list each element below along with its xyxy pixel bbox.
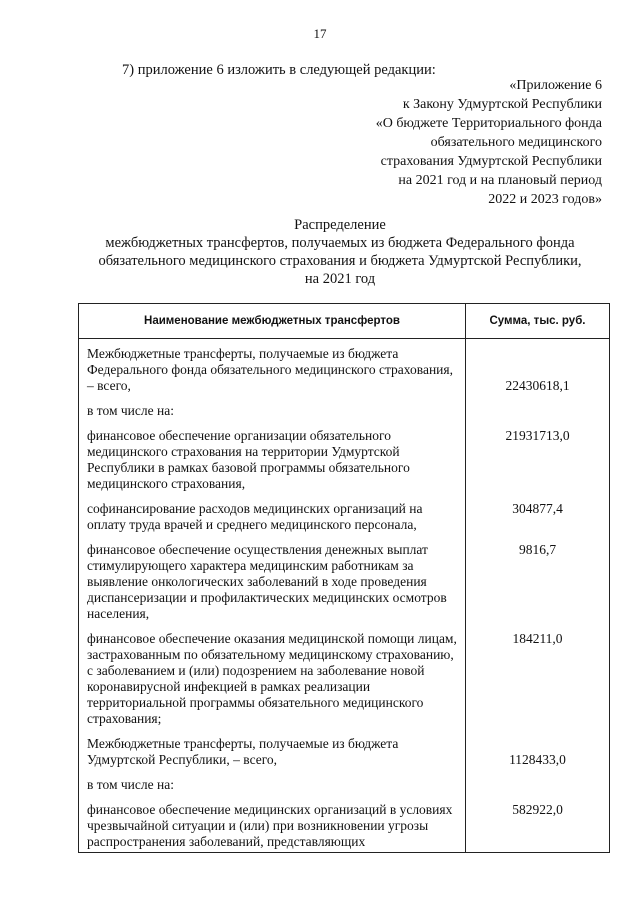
row-amount: 582922,0	[466, 799, 610, 853]
appendix-reference	[376, 76, 602, 209]
table-row	[79, 774, 610, 799]
row-amount: 184211,0	[466, 628, 610, 733]
table-header-row	[79, 304, 610, 339]
table-row	[79, 628, 610, 733]
row-name: в том числе на:	[79, 400, 466, 425]
row-amount: 304877,4	[466, 498, 610, 539]
table-row	[79, 498, 610, 539]
row-name: финансовое обеспечение осуществления денежных выплат стимулирующего характера медицинским работникам за выявление онкологических заболеваний в ходе проведения диспансеризации и профилактических медицинских осмотров населения,	[79, 539, 466, 628]
title-line: обязательного медицинского страхования и бюджета Удмуртской Республики,	[98, 253, 582, 269]
table-row	[79, 425, 610, 498]
transfers-table	[78, 303, 610, 853]
appendix-line: к Закону Удмуртской Республики	[402, 97, 602, 112]
row-name: Межбюджетные трансферты, получаемые из бюджета Удмуртской Республики, – всего,	[79, 733, 466, 774]
row-amount: 21931713,0	[466, 425, 610, 498]
row-name: Межбюджетные трансферты, получаемые из бюджета Федерального фонда обязательного медицинского страхования, – всего,	[79, 339, 466, 401]
row-name: финансовое обеспечение оказания медицинской помощи лицам, застрахованным по обязательному медицинскому страхованию, с заболеванием и (или) подозрением на заболевание новой коронавирусной инфекцией в рамках реализации территориальной программы обязательного медицинского страхования;	[79, 628, 466, 733]
appendix-line: «Приложение 6	[509, 78, 602, 93]
amendment-intro: 7) приложение 6 изложить в следующей редакции:	[122, 62, 436, 78]
appendix-line: на 2021 год и на плановый период	[398, 173, 602, 188]
appendix-line: «О бюджете Территориального фонда	[375, 116, 602, 131]
appendix-line: обязательного медицинского	[430, 135, 602, 150]
row-amount: 9816,7	[466, 539, 610, 628]
row-amount: 22430618,1	[466, 339, 610, 401]
page-number: 17	[313, 26, 327, 41]
row-name: в том числе на:	[79, 774, 466, 799]
row-amount	[466, 774, 610, 799]
column-header-name: Наименование межбюджетных трансфертов	[79, 304, 466, 339]
appendix-line: страхования Удмуртской Республики	[380, 154, 602, 169]
table-row	[79, 539, 610, 628]
title-line: межбюджетных трансфертов, получаемых из бюджета Федерального фонда	[105, 235, 575, 251]
row-amount: 1128433,0	[466, 733, 610, 774]
table-row	[79, 799, 610, 853]
document-title	[60, 216, 620, 288]
table-row	[79, 339, 610, 401]
title-line: на 2021 год	[304, 271, 376, 287]
appendix-line: 2022 и 2023 годов»	[488, 192, 602, 207]
table-row	[79, 400, 610, 425]
row-amount	[466, 400, 610, 425]
title-line: Распределение	[294, 217, 386, 233]
row-name: софинансирование расходов медицинских организаций на оплату труда врачей и среднего медицинского персонала,	[79, 498, 466, 539]
row-name: финансовое обеспечение медицинских организаций в условиях чрезвычайной ситуации и (или) при возникновении угрозы распространения заболеваний, представляющих	[79, 799, 466, 853]
table-row	[79, 733, 610, 774]
row-name: финансовое обеспечение организации обязательного медицинского страхования на территории Удмуртской Республики в рамках базовой программы обязательного медицинского страхования,	[79, 425, 466, 498]
column-header-amount: Сумма, тыс. руб.	[466, 304, 610, 339]
